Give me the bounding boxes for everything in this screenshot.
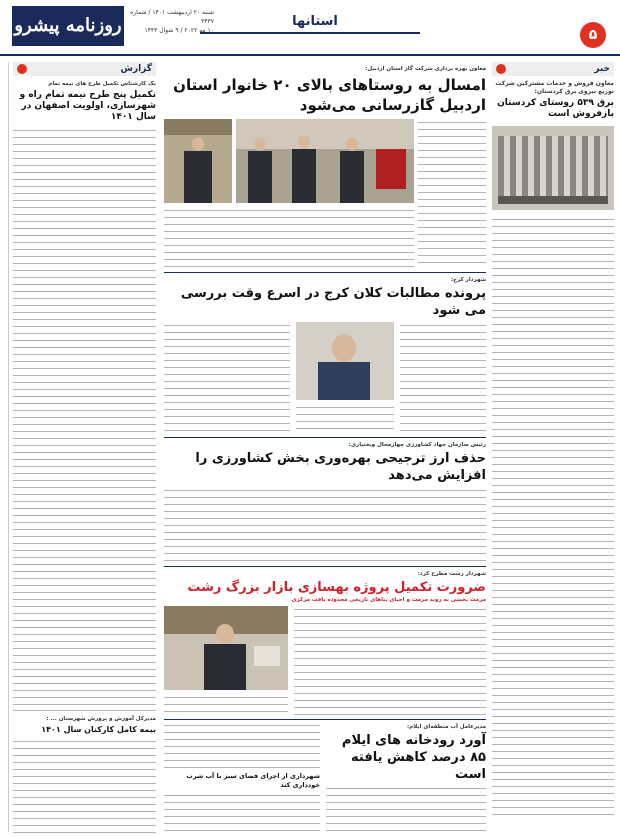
story1-body-area xyxy=(164,119,486,269)
story4-photo xyxy=(164,606,288,690)
right-item-kicker: معاون فروش و خدمات مشترکین شرکت توزیع نیروی برق کردستان: xyxy=(495,80,614,95)
story5-text xyxy=(326,722,486,837)
story1-body-col1 xyxy=(418,119,486,269)
story2-body-col1 xyxy=(400,322,486,434)
side-box-body-top xyxy=(164,722,320,770)
heading-marker-icon xyxy=(496,64,506,74)
story-divider xyxy=(164,272,486,273)
story3-body xyxy=(164,487,486,563)
story2-body-col2 xyxy=(296,404,394,434)
masthead xyxy=(0,0,620,56)
story2-body-area xyxy=(164,322,486,434)
story1-photo xyxy=(236,119,414,203)
story1-kicker: معاون بهره برداری شرکت گاز استان اردبیل: xyxy=(365,66,486,72)
story1-body-col2 xyxy=(164,207,414,269)
left-bottom-body xyxy=(13,738,156,837)
story-divider xyxy=(164,719,486,720)
issue-date-line1: شنبه ۲۰ اردیبهشت ۱۴۰۱ / شماره ۳۴۳۷ xyxy=(130,9,214,25)
left-column xyxy=(8,62,156,832)
story-divider xyxy=(164,566,486,567)
story2-photo xyxy=(296,322,394,400)
story4-body xyxy=(294,606,486,716)
section-title: استانها xyxy=(292,14,338,29)
report-body xyxy=(13,127,156,707)
page-number-badge: ۵ xyxy=(580,22,606,48)
report-kicker: یک کارشناس تکمیل طرح های نیمه تمام xyxy=(48,81,156,87)
right-column-heading xyxy=(492,62,614,76)
story5-title: آورد رودخانه های ایلام ۸۵ درصد کاهش یافته است xyxy=(341,733,486,782)
story1-title: امسال به روستاهای بالای ۲۰ خانوار استان اردبیل گازرسانی می‌شود xyxy=(173,76,486,114)
main-column xyxy=(164,62,486,832)
side-box-title: شهرداری از اجرای فضای سبز با آب شرب خودداری کند xyxy=(186,772,320,789)
section-underline xyxy=(200,32,420,34)
report-title: تکمیل پنج طرح نیمه تمام راه و شهرسازی، اولویت اصفهان در سال ۱۴۰۱ xyxy=(19,90,156,122)
left-column-heading xyxy=(13,62,156,76)
side-box-body xyxy=(164,792,320,837)
story2-body-col3 xyxy=(164,322,290,434)
newspaper-logo: روزنامه پیشرو xyxy=(12,6,124,46)
issue-date-line2: ۱۰ مه ۲۰۲۲ / ۹ شوال ۱۴۴۳ xyxy=(144,27,214,34)
story2-title: پرونده مطالبات کلان کرج در اسرع وقت بررسی می شود xyxy=(180,286,486,318)
story4-title: ضرورت تکمیل پروژه بهسازی بازار بزرگ رشت xyxy=(187,580,486,595)
story-divider xyxy=(164,437,486,438)
issue-date xyxy=(128,8,214,35)
story1-photo2 xyxy=(164,119,232,203)
story2-kicker: شهردار کرج: xyxy=(450,277,486,283)
left-bottom-title: بیمه کامل کارکنان سال ۱۴۰۱ xyxy=(41,725,156,734)
heading-marker-icon xyxy=(17,64,27,74)
story3-title: حذف ارز ترجیحی بهره‌وری بخش کشاورزی را افزایش می‌دهد xyxy=(195,451,486,483)
left-divider xyxy=(13,710,156,711)
story4-subtitle: مرمت بخشی به روند مرمت و احیای بناهای تاریخی محدوده بافت مرکزی xyxy=(291,597,486,603)
story5-body xyxy=(326,785,486,837)
story4-body2 xyxy=(164,694,288,716)
story5-kicker: مدیرعامل آب منطقه‌ای ایلام: xyxy=(407,724,486,730)
story4-body-area xyxy=(164,606,486,716)
story4-kicker: شهردار رشت مطرح کرد: xyxy=(417,571,486,577)
right-column xyxy=(492,62,614,832)
left-heading-label: گزارش xyxy=(120,64,152,74)
story5-side-box xyxy=(164,722,320,837)
story5-area xyxy=(164,722,486,837)
left-bottom-kicker: مدیرکل آموزش و پرورش شهرستان ... : xyxy=(46,716,156,722)
right-heading-label: خبر xyxy=(594,64,610,74)
right-item-body xyxy=(492,216,614,816)
story3-kicker: رئیس سازمان جهاد کشاورزی چهارمحال وبختیاری: xyxy=(348,442,486,448)
right-item-title: برق ۵۳۹ روستای کردستان بازفروش است xyxy=(497,98,614,119)
right-item-photo xyxy=(492,126,614,210)
